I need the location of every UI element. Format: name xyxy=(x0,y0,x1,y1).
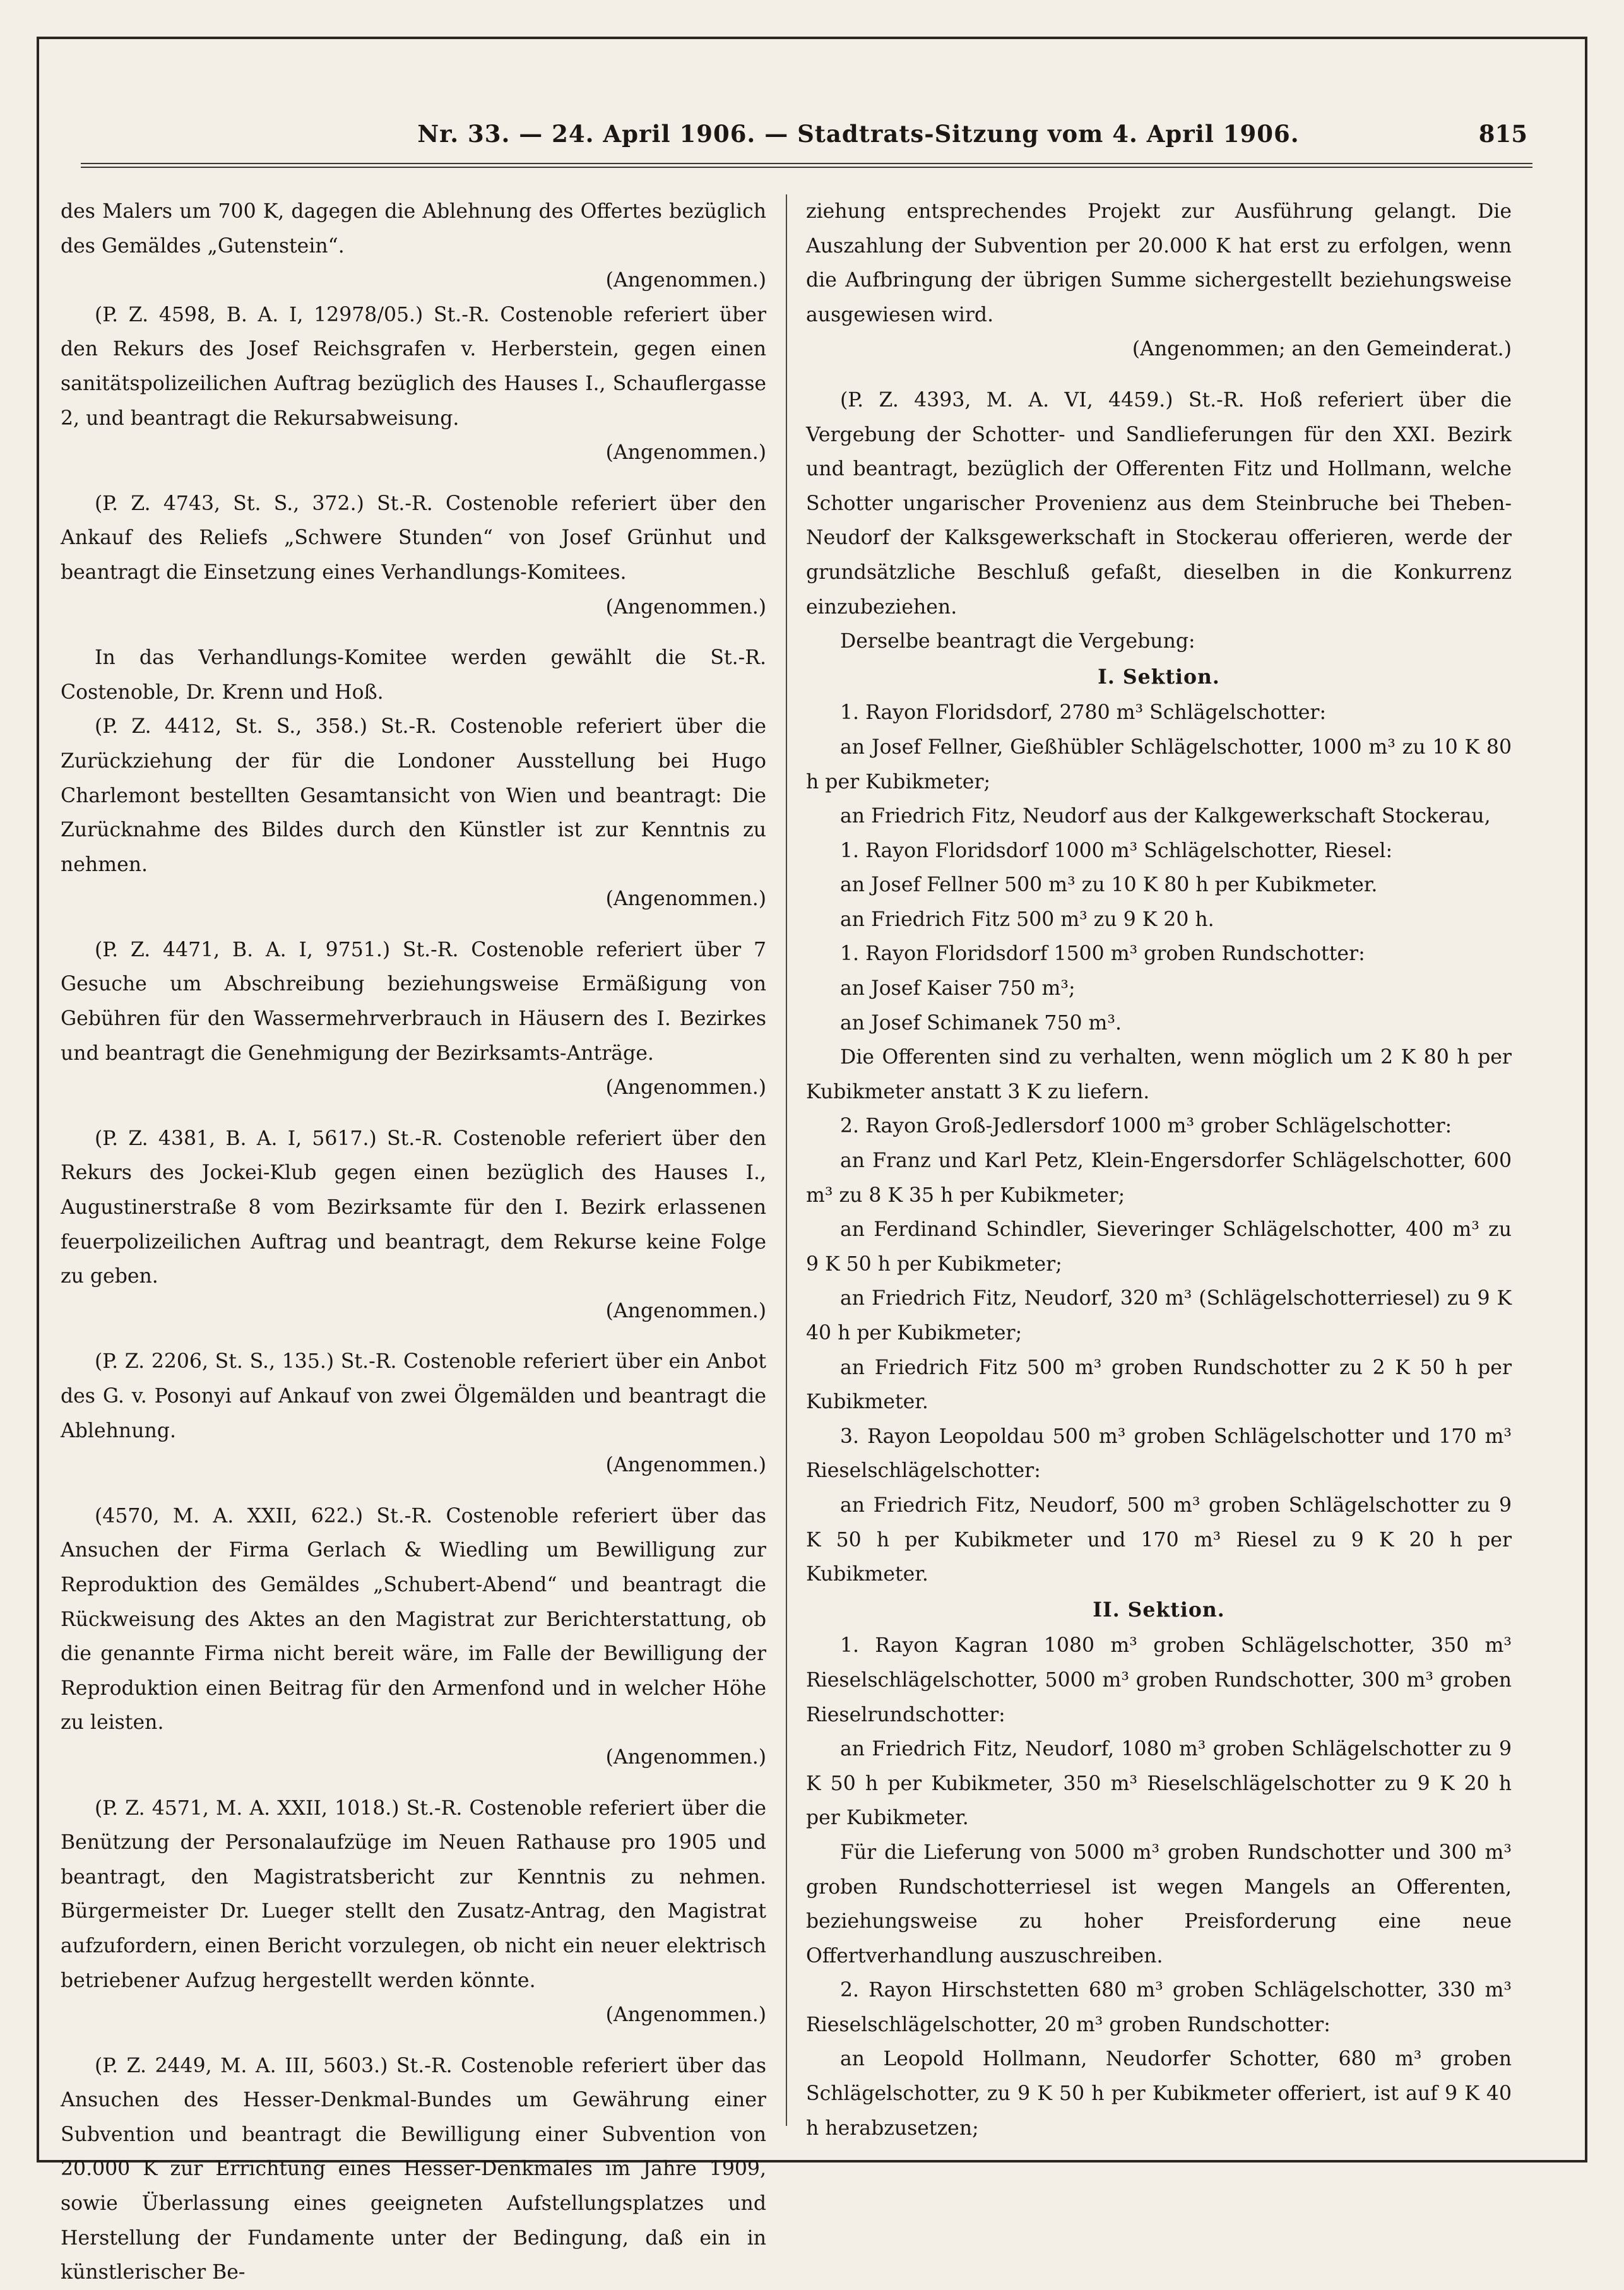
entry-text: In das Verhandlungs-Komitee werden gewählt die St.-R. Costenoble, Dr. Krenn und Hoß. xyxy=(61,646,766,704)
entry-text: 2. Rayon Groß-Jedlersdorf 1000 m³ grober Schlägelschotter: xyxy=(840,1115,1452,1138)
entry-text: an Franz und Karl Petz, Klein-Engersdorfer Schlägelschotter, 600 m³ zu 8 K 35 h per Kubikmeter; xyxy=(806,1149,1512,1207)
minutes-entry xyxy=(61,487,766,624)
entry-text: 1. Rayon Kagran 1080 m³ groben Schlägelschotter, 350 m³ Rieselschlägelschotter, 5000 m³ groben Rundschotter, 300 m³ groben Rieselrundschotter: xyxy=(806,1634,1512,1726)
minutes-entry xyxy=(61,709,766,917)
minutes-entry xyxy=(61,1344,766,1482)
minutes-entry xyxy=(806,971,1512,1006)
entry-text: (P. Z. 4598, B. A. I, 12978/05.) St.-R. Costenoble referiert über den Rekurs des Josef Reichsgrafen v. Herberstein, gegen einen sanitätspolizeilichen Auftrag bezüglich des Hauses I., Schauflergasse 2, und beantragt die Rekursabweisung. xyxy=(61,303,766,430)
entry-text: Für die Lieferung von 5000 m³ groben Rundschotter und 300 m³ groben Rundschotterriesel ist wegen Mangels an Offerenten, beziehungsweise zu hoher Preisforderung eine neue Offertverhandlung auszuschreiben. xyxy=(806,1841,1512,1967)
minutes-entry xyxy=(61,1499,766,1775)
resolution-note: (Angenommen.) xyxy=(605,269,766,292)
entry-text: (P. Z. 2449, M. A. III, 5603.) St.-R. Costenoble referiert über das Ansuchen des Hesser-Denkmal-Bundes um Gewährung einer Subvention und beantragt die Bewilligung einer Subvention von 20.000 K zur Errichtung eines Hesser-Denkmales im Jahre 1909, sowie Überlassung eines geeigneten Aufstellungsplatzes und Herstellung der Fundamente unter der Bedingung, daß ein in künstlerischer Be- xyxy=(61,2054,766,2284)
entry-text: an Ferdinand Schindler, Sieveringer Schlägelschotter, 400 m³ zu 9 K 50 h per Kubikmeter; xyxy=(806,1218,1512,1276)
minutes-entry xyxy=(806,834,1512,869)
entry-text: an Friedrich Fitz 500 m³ zu 9 K 20 h. xyxy=(840,908,1214,931)
entry-text: (P. Z. 2206, St. S., 135.) St.-R. Costenoble referiert über ein Anbot des G. v. Posonyi auf Ankauf von zwei Ölgemälden und beantragt die Ablehnung. xyxy=(61,1350,766,1442)
entry-text: (P. Z. 4743, St. S., 372.) St.-R. Costenoble referiert über den Ankauf des Reliefs „Schwere Stunden“ von Josef Grünhut und beantragt die Einsetzung eines Verhandlungs-Komitees. xyxy=(61,492,766,584)
minutes-entry xyxy=(806,1144,1512,1213)
entry-text: ziehung entsprechendes Projekt zur Ausführung gelangt. Die Auszahlung der Subvention per 20.000 K hat erst zu erfolgen, wenn die Aufbringung der übrigen Summe sichergestellt beziehungsweise ausgewiesen wird. xyxy=(806,200,1512,326)
minutes-entry xyxy=(806,1109,1512,1144)
resolution-note: (Angenommen.) xyxy=(605,2003,766,2027)
entry-text: (P. Z. 4412, St. S., 358.) St.-R. Costenoble referiert über die Zurückziehung der für die Londoner Ausstellung bei Hugo Charlemont bestellten Gesamtansicht von Wien und beantragt: Die Zurücknahme des Bildes durch den Künstler ist zur Kenntnis zu nehmen. xyxy=(61,715,766,876)
resolution-note: (Angenommen.) xyxy=(605,595,766,619)
minutes-entry xyxy=(806,1732,1512,1836)
entry-text: an Friedrich Fitz, Neudorf, 320 m³ (Schlägelschotterriesel) zu 9 K 40 h per Kubikmeter; xyxy=(806,1287,1512,1344)
minutes-entry xyxy=(806,1040,1512,1109)
header-rule xyxy=(81,163,1532,168)
entry-text: an Friedrich Fitz, Neudorf, 500 m³ groben Schlägelschotter zu 9 K 50 h per Kubikmeter und 170 m³ Riesel zu 9 K 20 h per Kubikmeter. xyxy=(806,1493,1512,1586)
section-heading: II. Sektion. xyxy=(1093,1598,1225,1622)
entry-text: (P. Z. 4393, M. A. VI, 4459.) St.-R. Hoß referiert über die Vergebung der Schotter- und Sandlieferungen für den XXI. Bezirk und beantragt, bezüglich der Offerenten Fitz und Hollmann, welche Schotter ungarischer Provenienz aus dem Steinbruche bei Theben-Neudorf der Kalksgewerkschaft in Stockerau offerieren, werde der grundsätzliche Beschluß gefaßt, dieselben in die Konkurrenz einzubeziehen. xyxy=(806,388,1512,619)
entry-text: an Josef Fellner, Gießhübler Schlägelschotter, 1000 m³ zu 10 K 80 h per Kubikmeter; xyxy=(806,735,1512,793)
minutes-entry xyxy=(806,696,1512,730)
minutes-entry xyxy=(806,868,1512,903)
minutes-entry xyxy=(61,641,766,709)
entry-text: (P. Z. 4381, B. A. I, 5617.) St.-R. Costenoble referiert über den Rekurs des Jockei-Klub gegen einen bezüglich des Hauses I., Augustinerstraße 8 vom Bezirksamte für den I. Bezirk erlassenen feuerpolizeilichen Auftrag und beantragt, dem Rekurse keine Folge zu geben. xyxy=(61,1127,766,1288)
minutes-entry xyxy=(806,383,1512,624)
entry-text: 1. Rayon Floridsdorf, 2780 m³ Schlägelschotter: xyxy=(840,701,1327,725)
page-number: 815 xyxy=(1478,120,1527,148)
minutes-entry xyxy=(806,1973,1512,2042)
entry-text: 1. Rayon Floridsdorf 1500 m³ groben Rundschotter: xyxy=(840,942,1365,966)
entry-text: an Josef Kaiser 750 m³; xyxy=(840,977,1076,1000)
minutes-entry xyxy=(61,194,766,298)
entry-text: an Leopold Hollmann, Neudorfer Schotter, 680 m³ groben Schlägelschotter, zu 9 K 50 h per Kubikmeter offeriert, ist auf 9 K 40 h herabzusetzen; xyxy=(806,2048,1512,2140)
entry-text: an Friedrich Fitz, Neudorf aus der Kalkgewerkschaft Stockerau, xyxy=(840,805,1491,828)
column-divider xyxy=(786,194,787,2126)
minutes-entry xyxy=(806,1351,1512,1420)
entry-text: 2. Rayon Hirschstetten 680 m³ groben Schlägelschotter, 330 m³ Rieselschlägelschotter, 20 m³ groben Rundschotter: xyxy=(806,1979,1512,2036)
header-title: Nr. 33. — 24. April 1906. — Stadtrats-Sitzung vom 4. April 1906. xyxy=(417,120,1300,148)
minutes-entry xyxy=(61,298,766,470)
left-column xyxy=(61,194,766,2290)
entry-text: an Friedrich Fitz 500 m³ groben Rundschotter zu 2 K 50 h per Kubikmeter. xyxy=(806,1356,1512,1414)
page-header xyxy=(63,120,1527,158)
resolution-note: (Angenommen.) xyxy=(605,887,766,911)
minutes-entry xyxy=(806,1420,1512,1488)
resolution-note: (Angenommen.) xyxy=(605,1454,766,1477)
resolution-note: (Angenommen.) xyxy=(605,1299,766,1322)
entry-text: 3. Rayon Leopoldau 500 m³ groben Schlägelschotter und 170 m³ Rieselschlägelschotter: xyxy=(806,1425,1512,1483)
minutes-entry xyxy=(806,903,1512,937)
minutes-entry xyxy=(61,1791,766,2032)
minutes-entry xyxy=(61,933,766,1105)
entry-text: Die Offerenten sind zu verhalten, wenn möglich um 2 K 80 h per Kubikmeter anstatt 3 K zu liefern. xyxy=(806,1046,1512,1103)
minutes-entry xyxy=(806,1213,1512,1281)
minutes-entry xyxy=(806,1281,1512,1350)
section-heading: I. Sektion. xyxy=(1098,665,1220,689)
right-column xyxy=(806,194,1512,2145)
entry-text: 1. Rayon Floridsdorf 1000 m³ Schlägelschotter, Riesel: xyxy=(840,839,1393,862)
minutes-entry xyxy=(806,730,1512,799)
resolution-note: (Angenommen; an den Gemeinderat.) xyxy=(1132,338,1512,361)
entry-text: an Josef Fellner 500 m³ zu 10 K 80 h per Kubikmeter. xyxy=(840,874,1378,897)
entry-text: (4570, M. A. XXII, 622.) St.-R. Costenoble referiert über das Ansuchen der Firma Gerlach & Wiedling um Bewilligung zur Reproduktion des Gemäldes „Schubert-Abend“ und beantragt die Rückweisung des Aktes an den Magistrat zur Berichterstattung, ob die genannte Firma nicht bereit wäre, im Falle der Bewilligung der Reproduktion einen Beitrag für den Armenfond und in welcher Höhe zu leisten. xyxy=(61,1504,766,1735)
resolution-note: (Angenommen.) xyxy=(605,1745,766,1769)
entry-text: des Malers um 700 K, dagegen die Ablehnung des Offertes bezüglich des Gemäldes „Gutenstein“. xyxy=(61,200,766,258)
minutes-entry xyxy=(806,624,1512,659)
resolution-note: (Angenommen.) xyxy=(605,441,766,465)
entry-text: Derselbe beantragt die Vergebung: xyxy=(840,630,1195,653)
minutes-entry xyxy=(806,937,1512,971)
minutes-entry xyxy=(61,1122,766,1329)
entry-text: (P. Z. 4571, M. A. XXII, 1018.) St.-R. Costenoble referiert über die Benützung der Personalaufzüge im Neuen Rathause pro 1905 und beantragt, den Magistratsbericht zur Kenntnis zu nehmen. Bürgermeister Dr. Lueger stellt den Zusatz-Antrag, den Magistrat aufzufordern, einen Bericht vorzulegen, ob nicht ein neuer elektrisch betriebener Aufzug hergestellt werden könnte. xyxy=(61,1796,766,1992)
minutes-entry xyxy=(806,1836,1512,1973)
minutes-entry xyxy=(806,194,1512,367)
minutes-entry xyxy=(806,1006,1512,1041)
minutes-entry xyxy=(806,1488,1512,1592)
entry-text: an Josef Schimanek 750 m³. xyxy=(840,1011,1122,1035)
entry-text: (P. Z. 4471, B. A. I, 9751.) St.-R. Costenoble referiert über 7 Gesuche um Abschreibung beziehungsweise Ermäßigung von Gebühren für den Wassermehrverbrauch in Häusern des I. Bezirkes und beantragt die Genehmigung der Bezirksamts-Anträge. xyxy=(61,938,766,1065)
minutes-entry xyxy=(806,799,1512,834)
entry-text: an Friedrich Fitz, Neudorf, 1080 m³ groben Schlägelschotter zu 9 K 50 h per Kubikmeter, 350 m³ Rieselschlägelschotter zu 9 K 20 h per Kubikmeter. xyxy=(806,1738,1512,1830)
resolution-note: (Angenommen.) xyxy=(605,1076,766,1100)
minutes-entry xyxy=(61,2049,766,2290)
minutes-entry xyxy=(806,1629,1512,1732)
minutes-entry xyxy=(806,2042,1512,2145)
